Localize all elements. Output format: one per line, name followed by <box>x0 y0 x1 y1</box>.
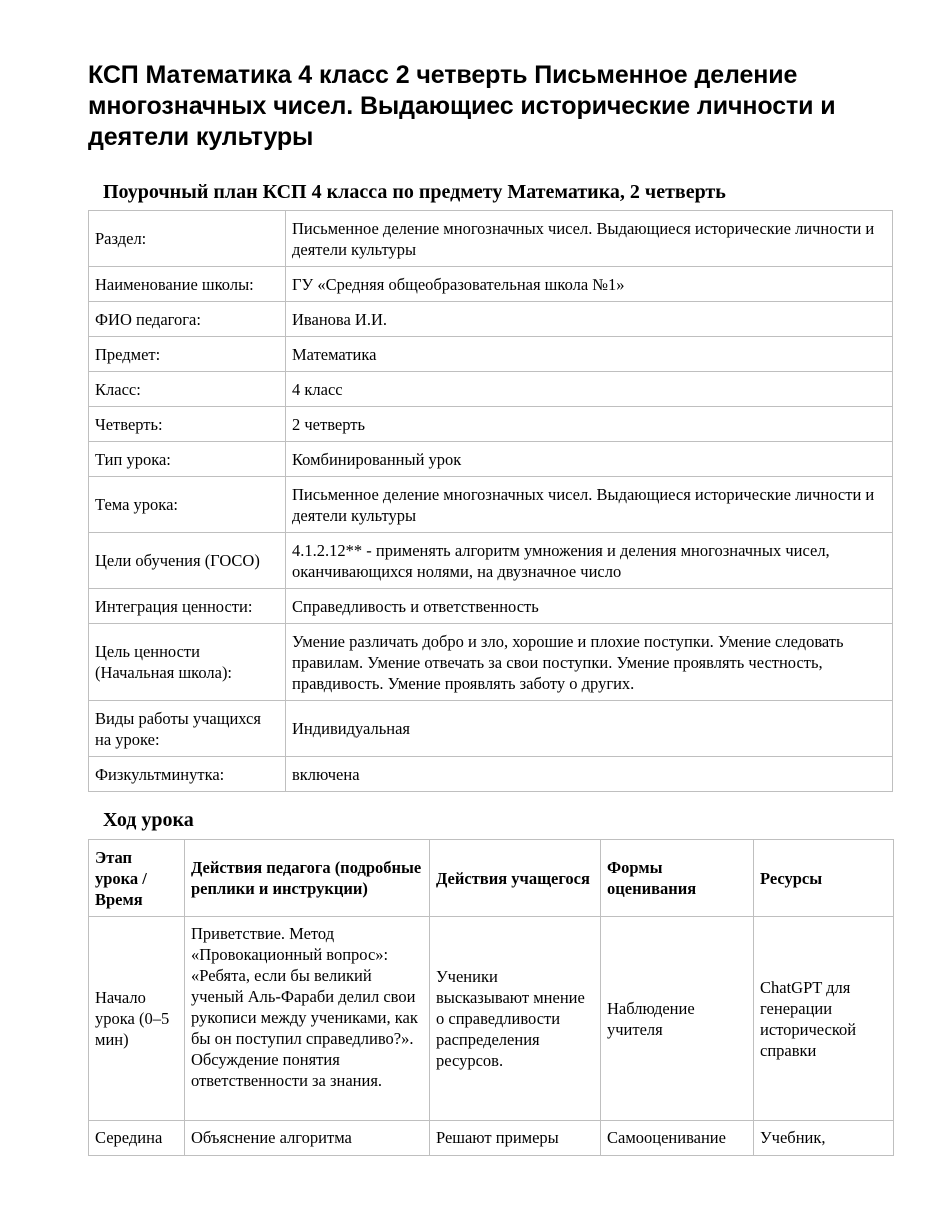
stage-cell: Начало урока (0–5 мин) <box>89 917 185 1121</box>
table-row <box>89 477 893 533</box>
info-label: Класс: <box>89 372 286 407</box>
info-label: Раздел: <box>89 211 286 267</box>
column-header: Ресурсы <box>754 840 894 917</box>
table-row <box>89 917 894 1121</box>
column-header: Действия педагога (подробные реплики и инструкции) <box>185 840 430 917</box>
info-value: Письменное деление многозначных чисел. Выдающиеся исторические личности и деятели культуры <box>286 477 893 533</box>
info-value: Письменное деление многозначных чисел. Выдающиеся исторические личности и деятели культуры <box>286 211 893 267</box>
lesson-info-table <box>88 210 893 792</box>
table-row <box>89 701 893 757</box>
info-label: Интеграция ценности: <box>89 589 286 624</box>
document-page <box>88 0 893 1156</box>
table-header-row <box>89 840 894 917</box>
column-header: Этап урока / Время <box>89 840 185 917</box>
lesson-progress-table <box>88 839 894 1156</box>
teacher-actions-cell: Объяснение алгоритма <box>185 1121 430 1156</box>
info-value: 2 четверть <box>286 407 893 442</box>
info-value: Справедливость и ответственность <box>286 589 893 624</box>
info-label: Тип урока: <box>89 442 286 477</box>
table-row <box>89 337 893 372</box>
plan-heading: Поурочный план КСП 4 класса по предмету Математика, 2 четверть <box>103 181 726 203</box>
info-value: Индивидуальная <box>286 701 893 757</box>
table-row <box>89 267 893 302</box>
assessment-cell: Наблюдение учителя <box>601 917 754 1121</box>
table-row <box>89 442 893 477</box>
table-row <box>89 302 893 337</box>
info-value: включена <box>286 757 893 792</box>
table-row <box>89 407 893 442</box>
teacher-actions-cell: Приветствие. Метод «Провокационный вопрос»: «Ребята, если бы великий ученый Аль-Фараби делил свои рукописи между учениками, как бы он поступил справедливо?». Обсуждение понятия ответственности за знания. <box>185 917 430 1121</box>
info-label: Цель ценности (Начальная школа): <box>89 624 286 701</box>
info-label: Четверть: <box>89 407 286 442</box>
table-row <box>89 757 893 792</box>
column-header: Действия учащегося <box>430 840 601 917</box>
student-actions-cell: Ученики высказывают мнение о справедливости распределения ресурсов. <box>430 917 601 1121</box>
table-row <box>89 1121 894 1156</box>
info-label: Физкультминутка: <box>89 757 286 792</box>
resources-cell: ChatGPT для генерации исторической справки <box>754 917 894 1121</box>
table-row <box>89 211 893 267</box>
info-value: Умение различать добро и зло, хорошие и плохие поступки. Умение следовать правилам. Умение отвечать за свои поступки. Умение проявлять честность, правдивость. Умение проявлять заботу о других. <box>286 624 893 701</box>
column-header: Формы оценивания <box>601 840 754 917</box>
table-row <box>89 624 893 701</box>
progress-heading: Ход урока <box>103 809 194 831</box>
info-label: Виды работы учащихся на уроке: <box>89 701 286 757</box>
table-row <box>89 533 893 589</box>
info-value: Иванова И.И. <box>286 302 893 337</box>
student-actions-cell: Решают примеры <box>430 1121 601 1156</box>
table-row <box>89 372 893 407</box>
info-label: Предмет: <box>89 337 286 372</box>
info-label: ФИО педагога: <box>89 302 286 337</box>
assessment-cell: Самооценивание <box>601 1121 754 1156</box>
info-label: Цели обучения (ГОСО) <box>89 533 286 589</box>
info-label: Тема урока: <box>89 477 286 533</box>
info-value: Математика <box>286 337 893 372</box>
info-value: 4 класс <box>286 372 893 407</box>
table-row <box>89 589 893 624</box>
info-value: 4.1.2.12** - применять алгоритм умножения и деления многозначных чисел, оканчивающихся нолями, на двузначное число <box>286 533 893 589</box>
resources-cell: Учебник, <box>754 1121 894 1156</box>
stage-cell: Середина <box>89 1121 185 1156</box>
document-title: КСП Математика 4 класс 2 четверть Письменное деление многозначных чисел. Выдающиес исторические личности и деятели культуры <box>88 61 836 151</box>
info-label: Наименование школы: <box>89 267 286 302</box>
info-value: ГУ «Средняя общеобразовательная школа №1» <box>286 267 893 302</box>
info-value: Комбинированный урок <box>286 442 893 477</box>
